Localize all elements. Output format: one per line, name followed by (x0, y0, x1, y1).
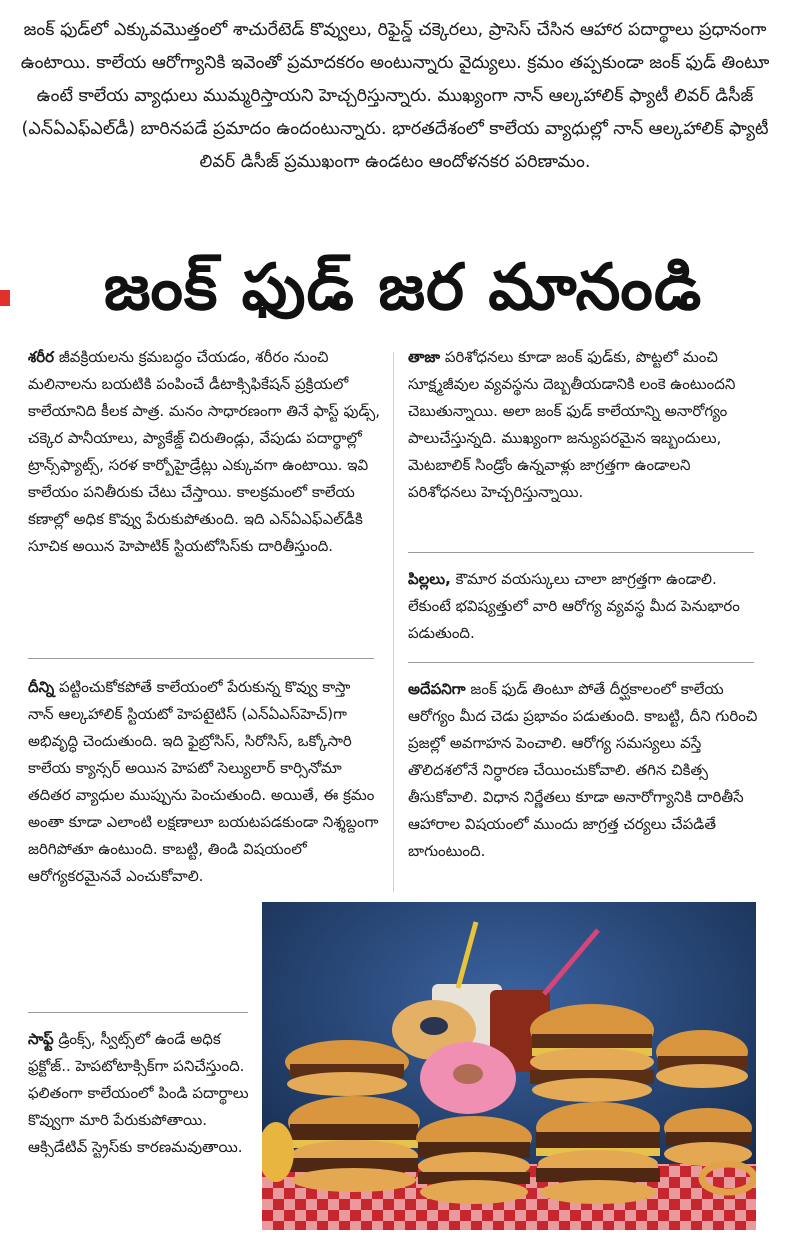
headline: జంక్ ఫుడ్ జర మానండి (103, 251, 703, 325)
right-paragraph-3-text: జంక్ ఫుడ్ తింటూ పోతే దీర్ఘకాలంలో కాలేయ ఆరోగ్యం మీద చెడు ప్రభావం పడుతుంది. కాబట్టి, దీని గురించి ప్రజల్లో అవగాహన పెంచాలి. ఆరోగ్య సమస్యలు వస్తే తొలిదశలోనే నిర్ధారణ చేయించుకోవాలి. తగిన చికిత్స తీసుకోవాలి. విధాన నిర్ణేతలు కూడా అనారోగ్యానికి దారితీసే ఆహారాల విషయంలో ముందు జాగ్రత్త చర్యలు చేపడితే బాగుంటుంది. (408, 680, 758, 860)
intro-paragraph: జంక్ ఫుడ్‌లో ఎక్కువమొత్తంలో శాచురేటెడ్ కొవ్వులు, రిఫైన్డ్ చక్కెరలు, ప్రాసెస్ చేసిన ఆహార పదార్థాలు ప్రధానంగా ఉంటాయి. కాలేయ ఆరోగ్యానికి ఇవెంతో ప్రమాదకరం అంటున్నారు వైద్యులు. క్రమం తప్పకుండా జంక్ ఫుడ్ తింటూ ఉంటే కాలేయ వ్యాధులు ముమ్మరిస్తాయని హెచ్చరిస్తున్నారు. ముఖ్యంగా నాన్ ఆల్కహాలిక్ ఫ్యాటీ లివర్ డిసీజ్ (ఎన్ఏఎఫ్ఎల్‌డీ) బారినపడే ప్రమాదం ఉందంటున్నారు. భారతదేశంలో కాలేయ వ్యాధుల్లో నాన్ ఆల్కహాలిక్ ఫ్యాటీ లివర్ డిసీజ్ ప్రముఖంగా ఉండటం ఆందోళనకర పరిణామం. (20, 20, 770, 172)
headline-marker (0, 290, 10, 306)
left-paragraph-2-text: పట్టించుకోకపోతే కాలేయంలో పేరుకున్న కొవ్వు కాస్తా నాన్ ఆల్కహాలిక్ స్టియటో హెపటైటిస్ (ఎన్ఏఎస్‌హెచ్)గా అభివృద్ధి చెందుతుంది. ఇది ఫైబ్రోసిస్, సిరోసిస్, ఒక్కోసారి కాలేయ క్యాన్సర్ అయిన హెపటో సెల్యులార్ కార్సినోమా తదితర వ్యాధుల ముప్పును పెంచుతుంది. అయితే, ఈ క్రమం అంతా కూడా ఎలాంటి లక్షణాలూ బయటపడకుండా నిశ్శబ్దంగా జరిగిపోతూ ఉంటుంది. కాబట్టి, తిండి విషయంలో ఆరోగ్యకరమైనవే ఎంచుకోవాలి. (28, 678, 379, 885)
right-paragraph-1-lead: తాజా (408, 348, 441, 366)
right-paragraph-2 (408, 566, 760, 647)
right-paragraph-1-text: పరిశోధనలు కూడా జంక్ ఫుడ్‌కు, పొట్టలో మంచి సూక్ష్మజీవుల వ్యవస్థను దెబ్బతీయడానికి లంకె ఉంటుందని చెబుతున్నాయి. అలా జంక్ ఫుడ్ కాలేయాన్ని అనారోగ్యం పాలుచేస్తున్నది. ముఖ్యంగా జన్యుపరమైన ఇబ్బందులు, మెటబాలిక్ సిండ్రోం ఉన్నవాళ్లు జాగ్రత్తగా ఉండాలని పరిశోధనలు హెచ్చరిస్తున్నాయి. (408, 348, 736, 501)
right-paragraph-3-lead: అదేపనిగా (408, 680, 466, 698)
left-paragraph-2-lead: దీన్ని (28, 678, 55, 696)
left-paragraph-2 (28, 674, 380, 890)
junk-food-photo (262, 902, 756, 1230)
column-divider (393, 352, 394, 892)
left-divider-1 (28, 658, 374, 659)
left-paragraph-1-text: జీవక్రియలను క్రమబద్ధం చేయడం, శరీరం నుంచి మలినాలను బయటికి పంపించే డీటాక్సిఫికేషన్ ప్రక్రియలో కాలేయానిది కీలక పాత్ర. మనం సాధారణంగా తినే ఫాస్ట్ ఫుడ్స్, చక్కెర పానీయాలు, ప్యాకేజ్డ్ చిరుతిండ్లు, వేపుడు పదార్థాల్లో ట్రాన్స్‌ఫ్యాట్స్, సరళ కార్బోహైడ్రేట్లు ఎక్కువగా ఉంటాయి. ఇవి కాలేయం పనితీరుకు చేటు చేస్తాయి. కాలక్రమంలో కాలేయ కణాల్లో అధిక కొవ్వు పేరుకుపోతుంది. ఇది ఎన్ఏఎఫ్ఎల్‌డీకి సూచిక అయిన హెపాటిక్ స్టియటోసిస్‌కు దారితీస్తుంది. (28, 348, 380, 555)
left-paragraph-3-lead: సాఫ్ట్ (28, 1030, 54, 1048)
right-paragraph-3 (408, 676, 760, 865)
left-paragraph-1-lead: శరీర (28, 348, 55, 366)
right-paragraph-1 (408, 344, 760, 506)
left-paragraph-1 (28, 344, 380, 560)
right-divider-2 (408, 662, 754, 663)
right-divider-1 (408, 552, 754, 553)
left-paragraph-3 (28, 1026, 250, 1161)
left-divider-2 (28, 1012, 248, 1013)
left-paragraph-3-text: డ్రింక్స్, స్వీట్స్‌లో ఉండే అధిక ఫ్రక్టోజ్.. హెపటోటాక్సిక్‌గా పనిచేస్తుంది. ఫలితంగా కాలేయంలో పిండి పదార్థాలు కొవ్వుగా మారి పేరుకుపోతాయి. ఆక్సిడేటివ్ స్ట్రెస్‌కు కారణమవుతాయి. (28, 1030, 249, 1156)
right-paragraph-2-lead: పిల్లలు, (408, 570, 451, 588)
right-paragraph-2-text: కౌమార వయస్కులు చాలా జాగ్రత్తగా ఉండాలి. లేకుంటే భవిష్యత్తులో వారి ఆరోగ్య వ్యవస్థ మీద పెనుభారం పడుతుంది. (408, 570, 740, 642)
